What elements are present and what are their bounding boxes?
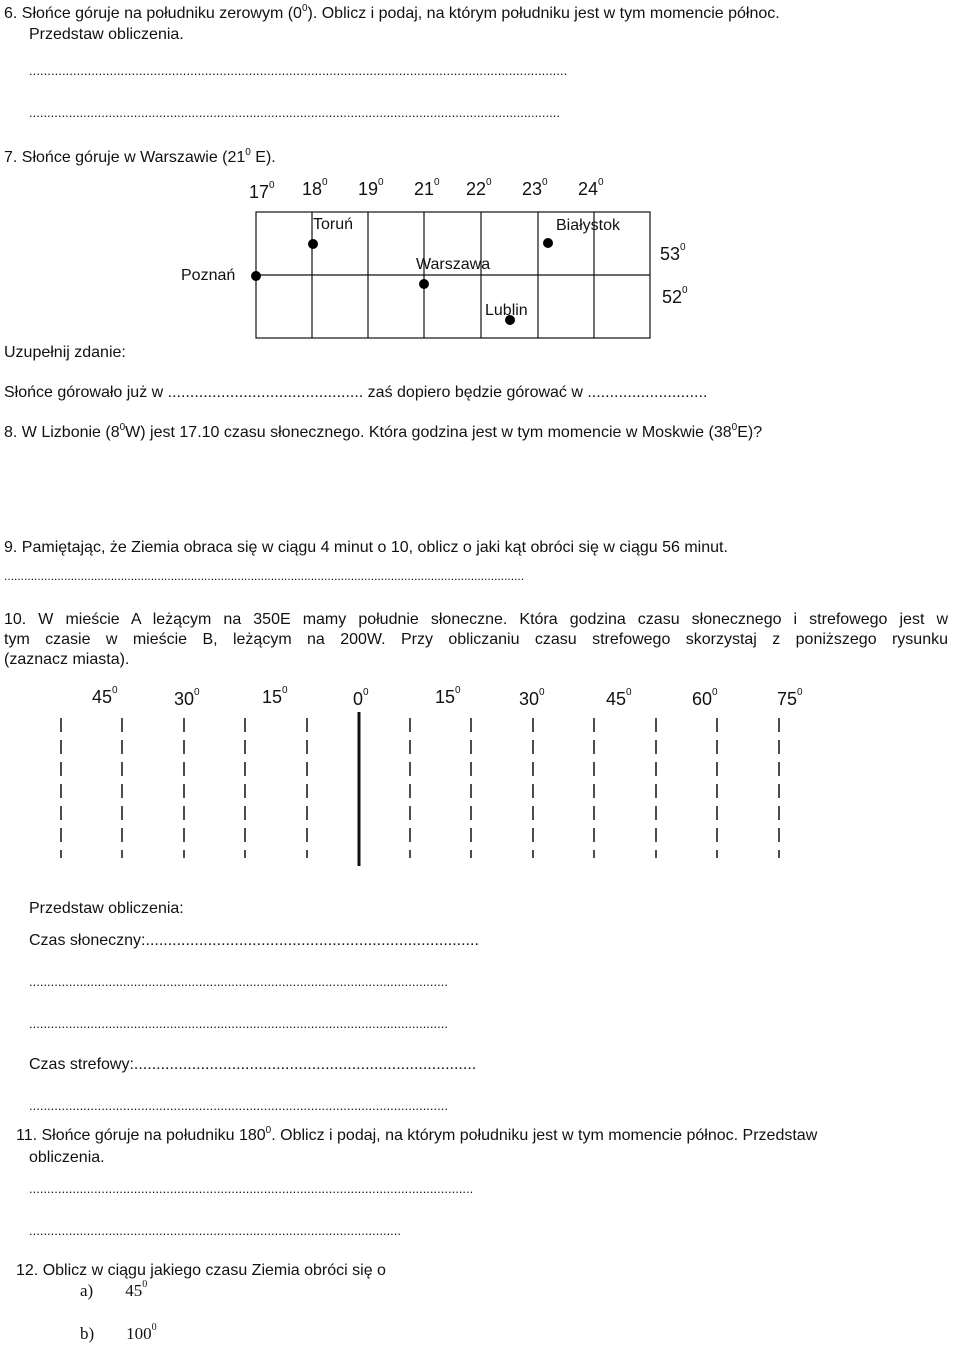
longitude-label: $22^0$ — [466, 177, 492, 199]
longitude-label: $17^0$ — [249, 180, 275, 202]
q10-line3: (zaznacz miasta). — [4, 651, 130, 668]
city-poznan: Poznań — [181, 267, 236, 284]
degree-label: $15^0$ — [262, 685, 288, 707]
q8-text: 8. W Lizbonie $(8^0W)$ jest 17.10 czasu słonecznego. Która godzina jest w tym momencie w Moskwie $(38^0E)$? — [4, 422, 763, 441]
longitude-label: $18^0$ — [302, 177, 328, 199]
degree-label: $30^0$ — [174, 687, 200, 709]
q6-line2: Przedstaw obliczenia. — [29, 26, 184, 43]
city-bialystok: Białystok — [556, 217, 621, 234]
q11-line2: obliczenia. — [29, 1149, 105, 1166]
degree-label: $60^0$ — [692, 687, 718, 709]
q9-text: 9. Pamiętając, że Ziemia obraca się w ciągu 4 minut o 10, oblicz o jaki kąt obróci się w ciągu 56 minut. — [4, 539, 728, 556]
q10-dots-a: .................................................................................................................... — [29, 974, 448, 989]
longitude-label: $24^0$ — [578, 177, 604, 199]
q10-dots-c: .................................................................................................................... — [29, 1098, 448, 1113]
degree-label: $45^0$ — [606, 687, 632, 709]
city-warszawa: Warszawa — [416, 256, 491, 273]
bialystok-dot — [543, 238, 553, 248]
q10-solar-time: Czas słoneczny:........................................................................... — [29, 932, 479, 949]
q10-dots-b: .................................................................................................................... — [29, 1016, 448, 1031]
q7-complete-label: Uzupełnij zdanie: — [4, 344, 126, 361]
latitude-label: $52^0$ — [662, 285, 688, 307]
q12-option-a: a) $45^0$ — [80, 1279, 148, 1300]
longitude-label: $21^0$ — [414, 177, 440, 199]
poznan-dot — [251, 271, 261, 281]
q7-sentence: Słońce górowało już w ............................................ zaś dopiero będzie górować w ........................... — [4, 384, 708, 401]
torun-dot — [308, 239, 318, 249]
city-torun: Toruń — [313, 216, 354, 233]
warszawa-dot — [419, 279, 429, 289]
degree-label: $45^0$ — [92, 685, 118, 707]
q12-option-b: b) $100^0$ — [80, 1322, 157, 1343]
q6-line1: 6. Słońce góruje na południku zerowym $(0^0)$. Oblicz i podaj, na którym południku jest w tym momencie północ. — [4, 3, 780, 22]
degree-label: $0^0$ — [353, 687, 369, 709]
longitude-label: $19^0$ — [358, 177, 384, 199]
q10-line2: tym czasie w mieście B, leżącym na 200W. Przy obliczaniu czasu strefowego skorzystaj z poniższego rysunku — [4, 631, 948, 648]
city-lublin: Lublin — [485, 302, 528, 319]
degree-label: $75^0$ — [777, 687, 803, 709]
q10-line1: 10. W mieście A leżącym na 350E mamy południe słoneczne. Która godzina czasu słonecznego i strefowego jest w — [4, 611, 948, 628]
q10-calc-label: Przedstaw obliczenia: — [29, 900, 184, 917]
q10-zone-time: Czas strefowy:............................................................................. — [29, 1056, 477, 1073]
degree-label: $15^0$ — [435, 685, 461, 707]
q6-text: 6. Słońce góruje na południku zerowym (0 — [4, 5, 302, 22]
q6-answer-dots-2: ................................................................................................................................................... — [29, 105, 560, 120]
q11-dots-2: ....................................................................................................... — [29, 1223, 402, 1238]
latitude-label: $53^0$ — [660, 242, 686, 264]
degree-label: $30^0$ — [519, 687, 545, 709]
q6-answer-dots-1: ................................................................................................................................................... — [29, 63, 568, 78]
longitude-label: $23^0$ — [522, 177, 548, 199]
q12-text: 12. Oblicz w ciągu jakiego czasu Ziemia obróci się o — [16, 1262, 386, 1279]
q11-dots-1: ........................................................................................................................... — [29, 1181, 474, 1196]
q11-line1: 11. Słońce góruje na południku 180 $^0$ . Oblicz i podaj, na którym południku jest w tym momencie północ. Przedstaw — [16, 1125, 818, 1144]
q7-label: 7. Słońce góruje w Warszawie ($21^0$ E). — [4, 147, 276, 166]
q9-answer-dots: ............................................................................................................................................................ — [4, 569, 525, 583]
